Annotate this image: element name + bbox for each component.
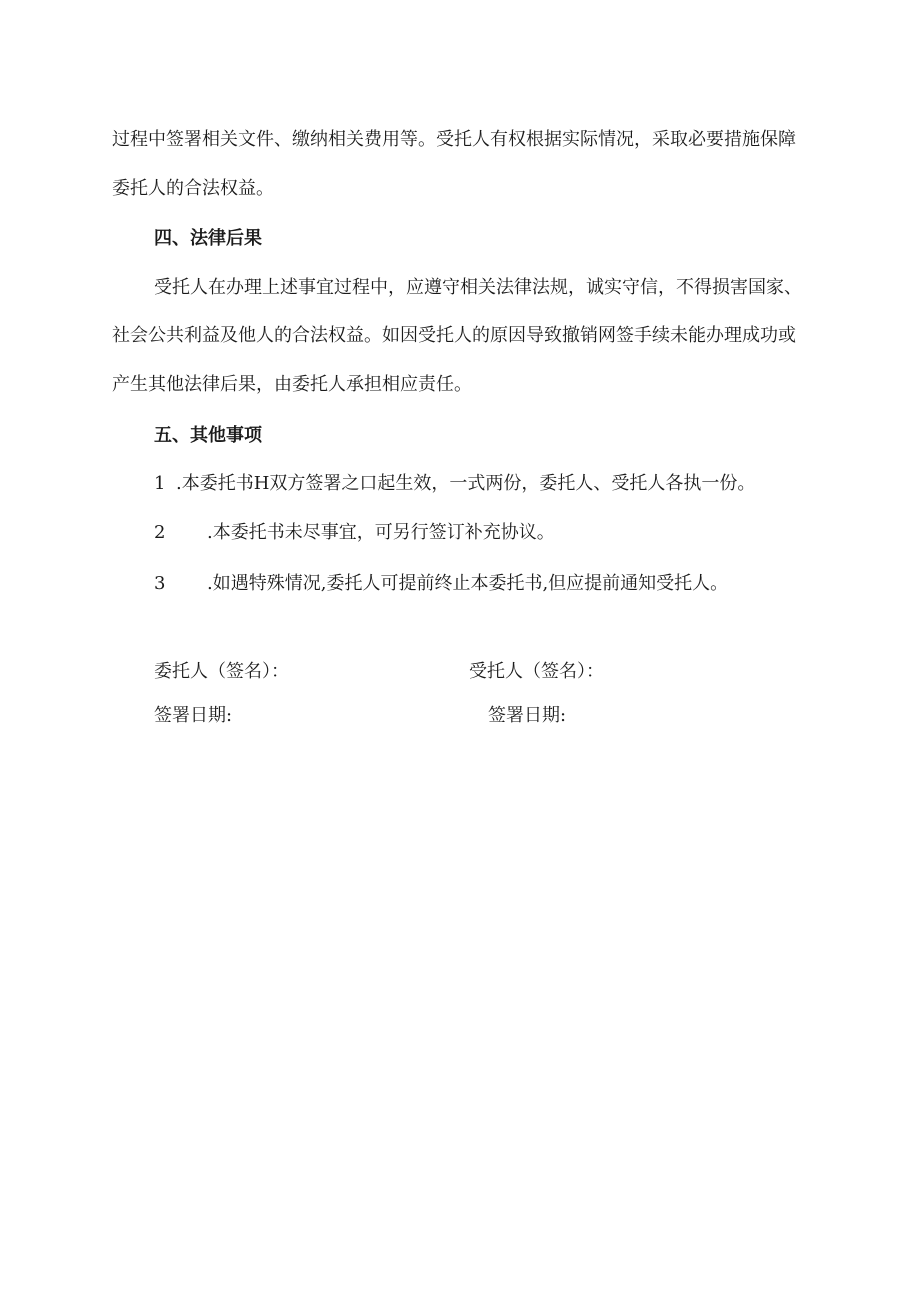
list-item-text: .本委托书H双方签署之口起生效，一式两份，委托人、受托人各执一份。: [176, 473, 756, 494]
section4-paragraph-line1: 受托人在办理上述事宜过程中，应遵守相关法律法规，诚实守信，不得损害国家、: [154, 277, 802, 298]
section4-heading: 四、法律后果: [154, 228, 262, 249]
principal-signature-label: 委托人（签名）：: [154, 661, 289, 682]
list-item-text: .本委托书未尽事宜，可另行签订补充协议。: [207, 522, 555, 543]
list-item-number: 1: [154, 473, 166, 494]
list-item-number: 2: [154, 522, 166, 543]
section4-paragraph-line2: 社会公共利益及他人的合法权益。如因受托人的原因导致撤销网签手续未能办理成功或: [112, 325, 796, 346]
principal-date-label: 签署日期:: [154, 705, 233, 726]
agent-date-label: 签署日期:: [488, 705, 567, 726]
section5-heading: 五、其他事项: [154, 425, 262, 446]
section3-continued-line2: 委托人的合法权益。: [112, 178, 274, 199]
section4-paragraph-line3: 产生其他法律后果，由委托人承担相应责任。: [112, 374, 472, 395]
section3-continued-line1: 过程中签署相关文件、缴纳相关费用等。受托人有权根据实际情况，采取必要措施保障: [112, 129, 796, 150]
list-item-text: .如遇特殊情况,委托人可提前终止本委托书,但应提前通知受托人。: [207, 573, 729, 594]
agent-signature-label: 受托人（签名）：: [469, 661, 604, 682]
list-item-number: 3: [154, 573, 166, 594]
